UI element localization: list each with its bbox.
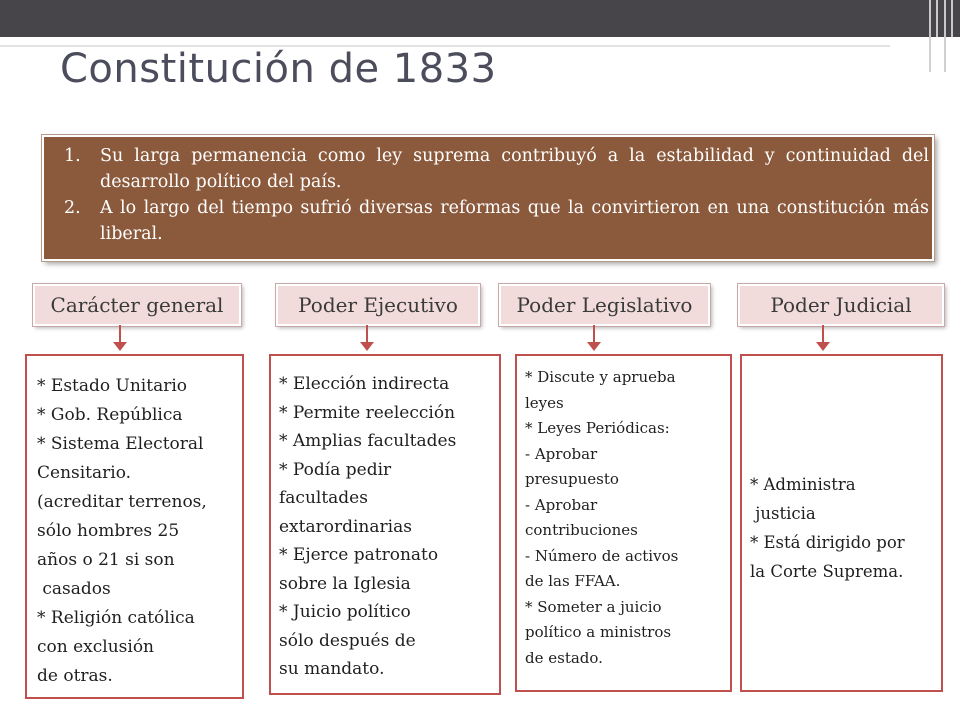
decor-rule bbox=[944, 37, 946, 72]
box-line: * Ejerce patronato bbox=[279, 545, 439, 565]
box-line: * Religión católica bbox=[37, 608, 195, 628]
arrow-down-icon bbox=[587, 342, 601, 351]
category-poder-legislativo: Poder Legislativo bbox=[499, 284, 710, 326]
box-line: su mandato. bbox=[279, 659, 385, 679]
box-text bbox=[750, 470, 905, 586]
box-line: - Número de activos bbox=[525, 546, 679, 565]
box-line: * Podía pedir bbox=[279, 459, 392, 480]
box-line: sólo hombres 25 bbox=[37, 521, 180, 541]
box-line: de las FFAA. bbox=[525, 572, 621, 590]
box-line: (acreditar terrenos, bbox=[37, 492, 207, 512]
box-poder-legislativo bbox=[515, 354, 732, 692]
top-bar-stripe bbox=[951, 0, 953, 37]
box-line: años o 21 si son bbox=[37, 550, 175, 570]
box-line: * Sistema Electoral bbox=[37, 434, 204, 454]
box-line: de estado. bbox=[525, 648, 603, 667]
box-line: * Discute y aprueba bbox=[525, 368, 676, 386]
summary-box bbox=[42, 135, 934, 261]
box-line: * Está dirigido por bbox=[750, 533, 905, 552]
box-line: justicia bbox=[750, 504, 816, 523]
arrow-down-icon bbox=[816, 342, 830, 351]
box-line: * Someter a juicio bbox=[525, 597, 662, 616]
box-line: * Amplias facultades bbox=[279, 431, 457, 451]
arrow-down-icon bbox=[360, 342, 374, 351]
summary-item bbox=[64, 195, 929, 247]
box-line: * Estado Unitario bbox=[37, 376, 188, 396]
category-poder-judicial: Poder Judicial bbox=[738, 284, 944, 326]
box-line: * Permite reelección bbox=[279, 402, 456, 423]
box-line: * Gob. República bbox=[37, 405, 183, 425]
box-line: presupuesto bbox=[525, 470, 619, 488]
top-bar bbox=[0, 0, 960, 37]
summary-item-text: A lo largo del tiempo sufrió diversas reformas que la convirtieron en una constitución más liberal. bbox=[100, 198, 929, 244]
box-line: * Administra bbox=[750, 475, 856, 494]
category-poder-ejecutivo: Poder Ejecutivo bbox=[276, 284, 480, 326]
summary-item-number: 1. bbox=[64, 146, 81, 166]
top-bar-stripe bbox=[929, 0, 931, 37]
box-line: facultades bbox=[279, 488, 368, 508]
box-line: leyes bbox=[525, 393, 564, 412]
box-line: político a ministros bbox=[525, 623, 672, 641]
category-caracter-general: Carácter general bbox=[33, 284, 241, 326]
arrow-down-icon bbox=[113, 342, 127, 351]
connector-line bbox=[822, 325, 824, 343]
box-text bbox=[279, 370, 456, 684]
box-line: - Aprobar bbox=[525, 495, 598, 514]
summary-item bbox=[64, 143, 929, 195]
box-text bbox=[525, 365, 678, 671]
connector-line bbox=[119, 325, 121, 343]
box-line: casados bbox=[37, 579, 111, 599]
summary-item-text: Su larga permanencia como ley suprema contribuyó a la estabilidad y continuidad del desarrollo político del país. bbox=[100, 146, 929, 192]
box-poder-judicial bbox=[740, 354, 943, 692]
box-line: de otras. bbox=[37, 666, 113, 686]
box-line: Censitario. bbox=[37, 463, 132, 483]
box-line: - Aprobar bbox=[525, 444, 598, 463]
top-bar-stripe bbox=[944, 0, 946, 37]
slide-title: Constitución de 1833 bbox=[60, 46, 497, 92]
top-bar-stripe bbox=[936, 0, 938, 37]
box-line: * Elección indirecta bbox=[279, 374, 450, 394]
box-line: con exclusión bbox=[37, 637, 155, 657]
summary-list bbox=[64, 143, 929, 247]
box-caracter-general bbox=[25, 354, 244, 699]
box-line: la Corte Suprema. bbox=[750, 562, 904, 581]
box-line: sobre la Iglesia bbox=[279, 573, 411, 594]
box-line: sólo después de bbox=[279, 630, 416, 651]
connector-line bbox=[366, 325, 368, 343]
box-line: * Leyes Periódicas: bbox=[525, 419, 670, 437]
box-line: contribuciones bbox=[525, 521, 638, 539]
box-line: extarordinarias bbox=[279, 516, 412, 537]
decor-rule bbox=[929, 37, 931, 72]
connector-line bbox=[593, 325, 595, 343]
box-text bbox=[37, 372, 207, 691]
box-line: * Juicio político bbox=[279, 602, 411, 622]
box-poder-ejecutivo bbox=[269, 354, 501, 695]
summary-item-number: 2. bbox=[64, 198, 81, 218]
